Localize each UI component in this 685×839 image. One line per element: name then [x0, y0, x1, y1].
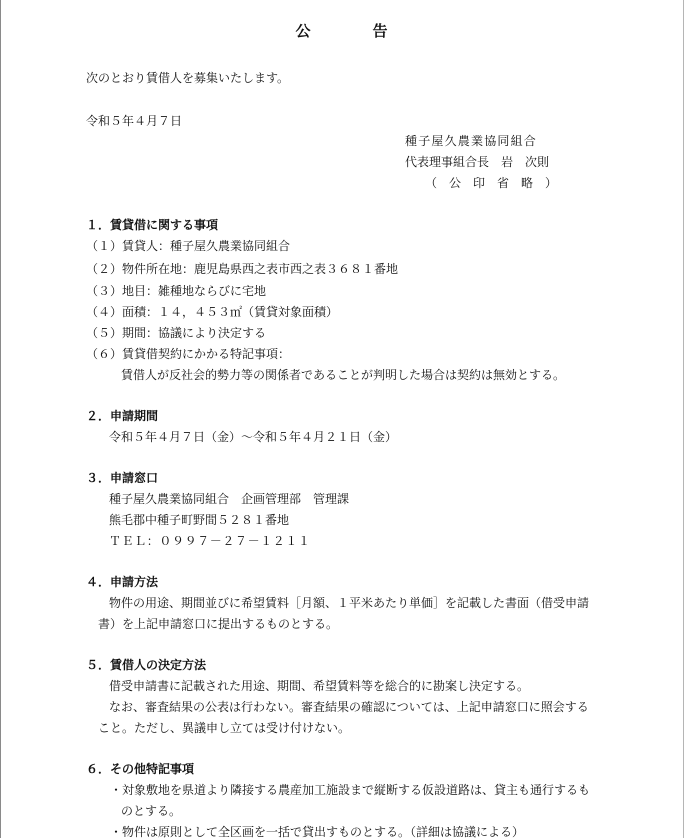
section-5-heading: ５．賃借人の決定方法 — [86, 658, 207, 672]
s3-address: 熊毛郡中種子町野間５２８１番地 — [109, 513, 290, 527]
s4-line-1: 物件の用途、期間並びに希望賃料［月額、１平米あたり単価］を記載した書面（借受申請 — [109, 596, 590, 610]
s1-item-2: （２）物件所在地：鹿児島県西之表市西之表３６８１番地 — [86, 262, 399, 276]
s6-line-1: ・対象敷地を県道より隣接する農産加工施設まで縦断する仮設道路は、貸主も通行するも — [110, 783, 591, 797]
s5-line-3: こと。ただし、異議申し立ては受け付けない。 — [98, 721, 351, 735]
notice-date: 令和５年４月７日 — [86, 114, 183, 128]
s1-item-5: （５）期間：協議により決定する — [86, 326, 267, 340]
section-1-heading: １．賃貸借に関する事項 — [86, 218, 219, 232]
issuer-rep: 代表理事組合長 岩 次則 — [405, 155, 550, 169]
s6-line-3: ・物件は原則として全区画を一括で貸出すものとする。（詳細は協議による） — [110, 825, 525, 839]
section-6-heading: ６．その他特記事項 — [86, 762, 195, 776]
intro-text: 次のとおり賃借人を募集いたします。 — [86, 71, 290, 85]
title-char-1: 公 — [295, 22, 313, 40]
s5-line-2: なお、審査結果の公表は行わない。審査結果の確認については、上記申請窓口に照会する — [109, 700, 589, 714]
issuer-org: 種子屋久農業協同組合 — [405, 134, 538, 148]
s1-item-3: （３）地目：雑種地ならびに宅地 — [86, 284, 267, 298]
s1-item-1: （１）賃貸人：種子屋久農業協同組合 — [86, 239, 291, 253]
s5-line-1: 借受申請書に記載された用途、期間、希望賃料等を総合的に勘案し決定する。 — [109, 679, 530, 693]
section-2-heading: ２．申請期間 — [86, 409, 159, 423]
s3-phone: ＴＥＬ：０９９７－２７－１２１１ — [109, 534, 311, 548]
s1-item-6-detail: 賃借人が反社会的勢力等の関係者であることが判明した場合は契約は無効とする。 — [121, 368, 566, 382]
s6-line-2: のとする。 — [121, 804, 182, 818]
seal-omitted: （ 公 印 省 略 ） — [425, 176, 558, 190]
title-char-2: 告 — [372, 22, 390, 40]
section-3-heading: ３．申請窓口 — [86, 471, 159, 485]
s1-item-4: （４）面積：１４，４５３㎡（賃貸対象面積） — [86, 305, 339, 319]
s2-period: 令和５年４月７日（金）～令和５年４月２１日（金） — [109, 430, 398, 444]
notice-title — [0, 24, 685, 39]
section-4-heading: ４．申請方法 — [86, 575, 159, 589]
s1-item-6: （６）賃貸借契約にかかる特記事項： — [86, 347, 291, 361]
s4-line-2: 書）を上記申請窓口に提出するものとする。 — [98, 617, 339, 631]
s3-office: 種子屋久農業協同組合 企画管理部 管理課 — [109, 492, 350, 506]
